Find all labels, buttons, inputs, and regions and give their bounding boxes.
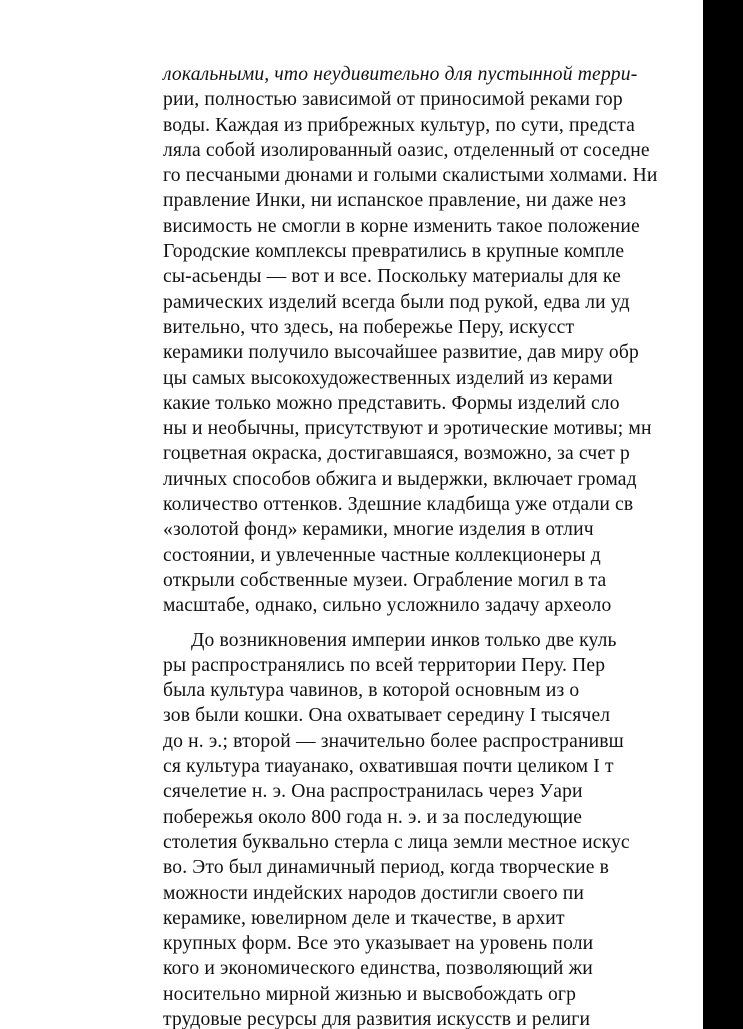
text-line: рамических изделий всегда были под рукой, едва ли уд xyxy=(163,291,630,313)
text-line: количество оттенков. Здешние кладбища уже отдали св xyxy=(163,494,634,516)
text-line: кого и экономического единства, позволяющий жи xyxy=(163,958,593,980)
text-line: ры распространялись по всей территории Перу. Пер xyxy=(163,654,606,676)
text-line: ся культура тиауанако, охватившая почти целиком I т xyxy=(163,756,614,778)
text-line: можности индейских народов достигли своего пи xyxy=(163,882,585,904)
text-line: во. Это был динамичный период, когда творческие в xyxy=(163,857,609,879)
text-line: побережья около 800 года н. э. и за последующие xyxy=(163,806,583,828)
text-line: рии, полностью зависимой от приносимой реками гор xyxy=(163,89,623,111)
text-line: какие только можно представить. Формы изделий сло xyxy=(163,392,620,414)
text-line: была культура чавинов, в которой основным из о xyxy=(163,680,580,702)
text-line: го песчаными дюнами и голыми скалистыми холмами. Ни xyxy=(163,165,658,187)
text-line: до н. э.; второй — значительно более распространивш xyxy=(163,730,624,752)
text-line: личных способов обжига и выдержки, включает громад xyxy=(163,468,637,490)
text-line: носительно мирной жизнью и высвобождать огр xyxy=(163,983,577,1005)
paragraph-gap xyxy=(163,619,743,628)
text-line: трудовые ресурсы для развития искусств и религи xyxy=(163,1008,591,1029)
paragraph-1 xyxy=(163,62,743,619)
text-line: ляла собой изолированный оазис, отделенный от соседне xyxy=(163,139,650,161)
text-line: локальными, что неудивительно для пустынной терри- xyxy=(163,64,638,85)
text-line: открыли собственные музеи. Ограбление могил в та xyxy=(163,569,607,591)
text-line: крупных форм. Все это указывает на уровень поли xyxy=(163,933,594,955)
text-line: гоцветная окраска, достигавшаяся, возможно, за счет р xyxy=(163,443,630,465)
text-line: висимость не смогли в корне изменить такое положение xyxy=(163,215,640,237)
text-line: столетия буквально стерла с лица земли местное искус xyxy=(163,831,630,853)
text-line: правление Инки, ни испанское правление, ни даже нез xyxy=(163,190,627,212)
text-line: воды. Каждая из прибрежных культур, по сути, предста xyxy=(163,114,635,136)
text-line: цы самых высокохудожественных изделий из керами xyxy=(163,367,613,389)
text-line: состоянии, и увлеченные частные коллекционеры д xyxy=(163,544,601,566)
scan-edge-shadow xyxy=(703,0,743,1029)
text-line: сы-асьенды — вот и все. Поскольку материалы для ке xyxy=(163,266,621,288)
text-line: «золотой фонд» керамики, многие изделия в отлич xyxy=(163,519,594,541)
text-line: керамики получило высочайшее развитие, дав миру обр xyxy=(163,342,639,364)
text-line: сячелетие н. э. Она распространилась через Уари xyxy=(163,781,583,803)
paragraph-2 xyxy=(163,628,743,1029)
text-line: Городские комплексы превратились в крупные компле xyxy=(163,241,625,263)
text-line: зов были кошки. Она охватывает середину I тысячел xyxy=(163,705,611,727)
text-line: До возникновения империи инков только две куль xyxy=(191,629,617,651)
text-line: ны и необычны, присутствуют и эротические мотивы; мн xyxy=(163,418,652,440)
text-line: масштабе, однако, сильно усложнило задачу археоло xyxy=(163,595,612,617)
text-line: керамике, ювелирном деле и ткачестве, в архит xyxy=(163,907,565,929)
page-text xyxy=(163,62,743,1029)
text-line: вительно, что здесь, на побережье Перу, искусст xyxy=(163,316,575,338)
